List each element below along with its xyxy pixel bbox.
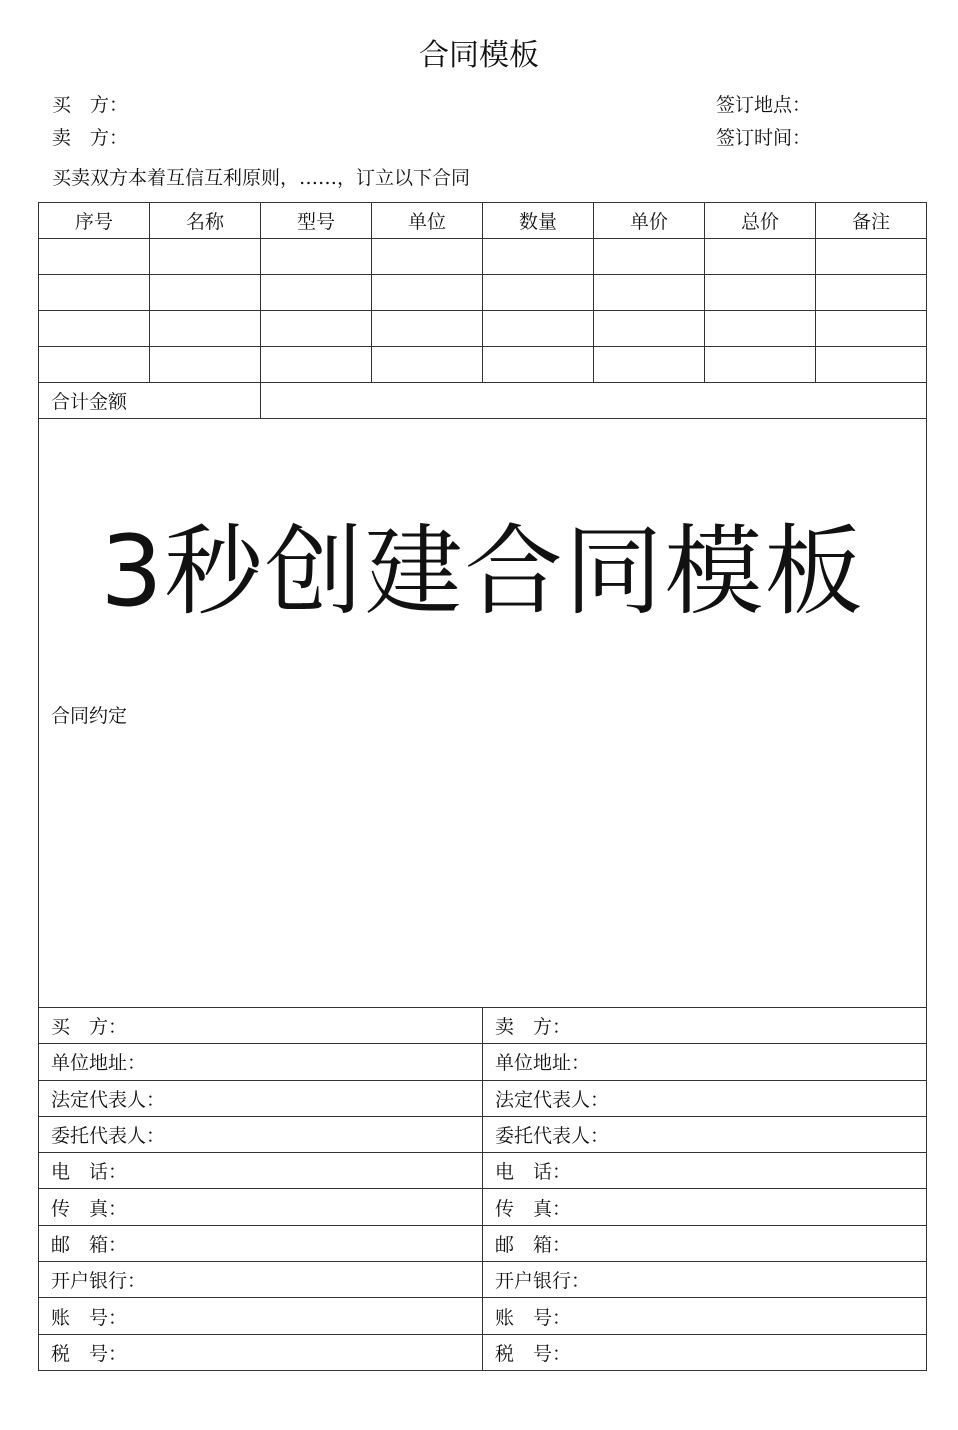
table-cell (150, 311, 261, 347)
signature-row (39, 1189, 927, 1225)
terms-label: 合同约定 (51, 705, 128, 727)
table-cell (483, 239, 594, 275)
table-cell (594, 239, 705, 275)
column-header-row (39, 203, 927, 239)
seller-label: 卖 方： (52, 127, 129, 149)
table-cell (150, 239, 261, 275)
signature-row (39, 1262, 927, 1298)
signature-row (39, 1008, 927, 1044)
table-cell (372, 347, 483, 383)
buyer-info-field: 委托代表人： (39, 1116, 483, 1152)
buyer-info-field: 单位地址： (39, 1044, 483, 1080)
signature-row (39, 1116, 927, 1152)
table-cell (594, 311, 705, 347)
buyer-info-field: 法定代表人： (39, 1080, 483, 1116)
table-cell (816, 311, 927, 347)
buyer-info-field: 买 方： (39, 1008, 483, 1044)
col-header-remarks: 备注 (816, 203, 927, 239)
table-cell (39, 239, 150, 275)
seller-info-field: 卖 方： (483, 1008, 927, 1044)
signature-row (39, 1044, 927, 1080)
col-header-quantity: 数量 (483, 203, 594, 239)
table-cell (261, 311, 372, 347)
buyer-info-field: 电 话： (39, 1153, 483, 1189)
table-cell (261, 347, 372, 383)
table-cell (39, 275, 150, 311)
buyer-info-field: 传 真： (39, 1189, 483, 1225)
table-cell (705, 275, 816, 311)
sign-time-label: 签订时间： (716, 127, 812, 149)
buyer-info-field: 开户银行： (39, 1262, 483, 1298)
col-header-name: 名称 (150, 203, 261, 239)
table-cell (483, 347, 594, 383)
seller-info-field: 委托代表人： (483, 1116, 927, 1152)
seller-info-field: 开户银行： (483, 1262, 927, 1298)
sign-place-label: 签订地点： (716, 94, 812, 116)
total-amount-label: 合计金额 (39, 383, 261, 419)
signature-row (39, 1298, 927, 1334)
table-cell (372, 311, 483, 347)
table-row (39, 347, 927, 383)
table-cell (261, 239, 372, 275)
table-cell (705, 347, 816, 383)
table-cell (816, 347, 927, 383)
contract-table (38, 202, 927, 1371)
table-cell (39, 311, 150, 347)
table-cell (594, 347, 705, 383)
buyer-label: 买 方： (52, 94, 129, 116)
col-header-unit-price: 单价 (594, 203, 705, 239)
col-header-total-price: 总价 (705, 203, 816, 239)
col-header-unit: 单位 (372, 203, 483, 239)
table-cell (483, 275, 594, 311)
total-amount-value (261, 383, 927, 419)
table-cell (39, 347, 150, 383)
table-cell (705, 311, 816, 347)
table-cell (483, 311, 594, 347)
table-cell (594, 275, 705, 311)
buyer-info-field: 税 号： (39, 1334, 483, 1370)
table-cell (372, 275, 483, 311)
table-cell (705, 239, 816, 275)
table-cell (816, 275, 927, 311)
table-row (39, 275, 927, 311)
table-cell (372, 239, 483, 275)
table-cell (261, 275, 372, 311)
seller-info-field: 传 真： (483, 1189, 927, 1225)
watermark-text: 3秒创建合同模板 (100, 515, 865, 629)
table-cell (150, 275, 261, 311)
terms-row (39, 419, 927, 1008)
table-cell (150, 347, 261, 383)
seller-info-field: 账 号： (483, 1298, 927, 1334)
signature-row (39, 1225, 927, 1261)
signature-row (39, 1334, 927, 1370)
document-title: 合同模板 (419, 38, 539, 73)
col-header-index: 序号 (39, 203, 150, 239)
signature-row (39, 1080, 927, 1116)
preamble-text: 买卖双方本着互信互利原则，……，订立以下合同 (52, 167, 471, 189)
total-amount-row (39, 383, 927, 419)
table-row (39, 311, 927, 347)
seller-info-field: 邮 箱： (483, 1225, 927, 1261)
seller-info-field: 单位地址： (483, 1044, 927, 1080)
terms-area (39, 419, 927, 1008)
table-cell (816, 239, 927, 275)
seller-info-field: 法定代表人： (483, 1080, 927, 1116)
seller-info-field: 电 话： (483, 1153, 927, 1189)
signature-row (39, 1153, 927, 1189)
buyer-info-field: 邮 箱： (39, 1225, 483, 1261)
buyer-info-field: 账 号： (39, 1298, 483, 1334)
table-row (39, 239, 927, 275)
col-header-model: 型号 (261, 203, 372, 239)
seller-info-field: 税 号： (483, 1334, 927, 1370)
